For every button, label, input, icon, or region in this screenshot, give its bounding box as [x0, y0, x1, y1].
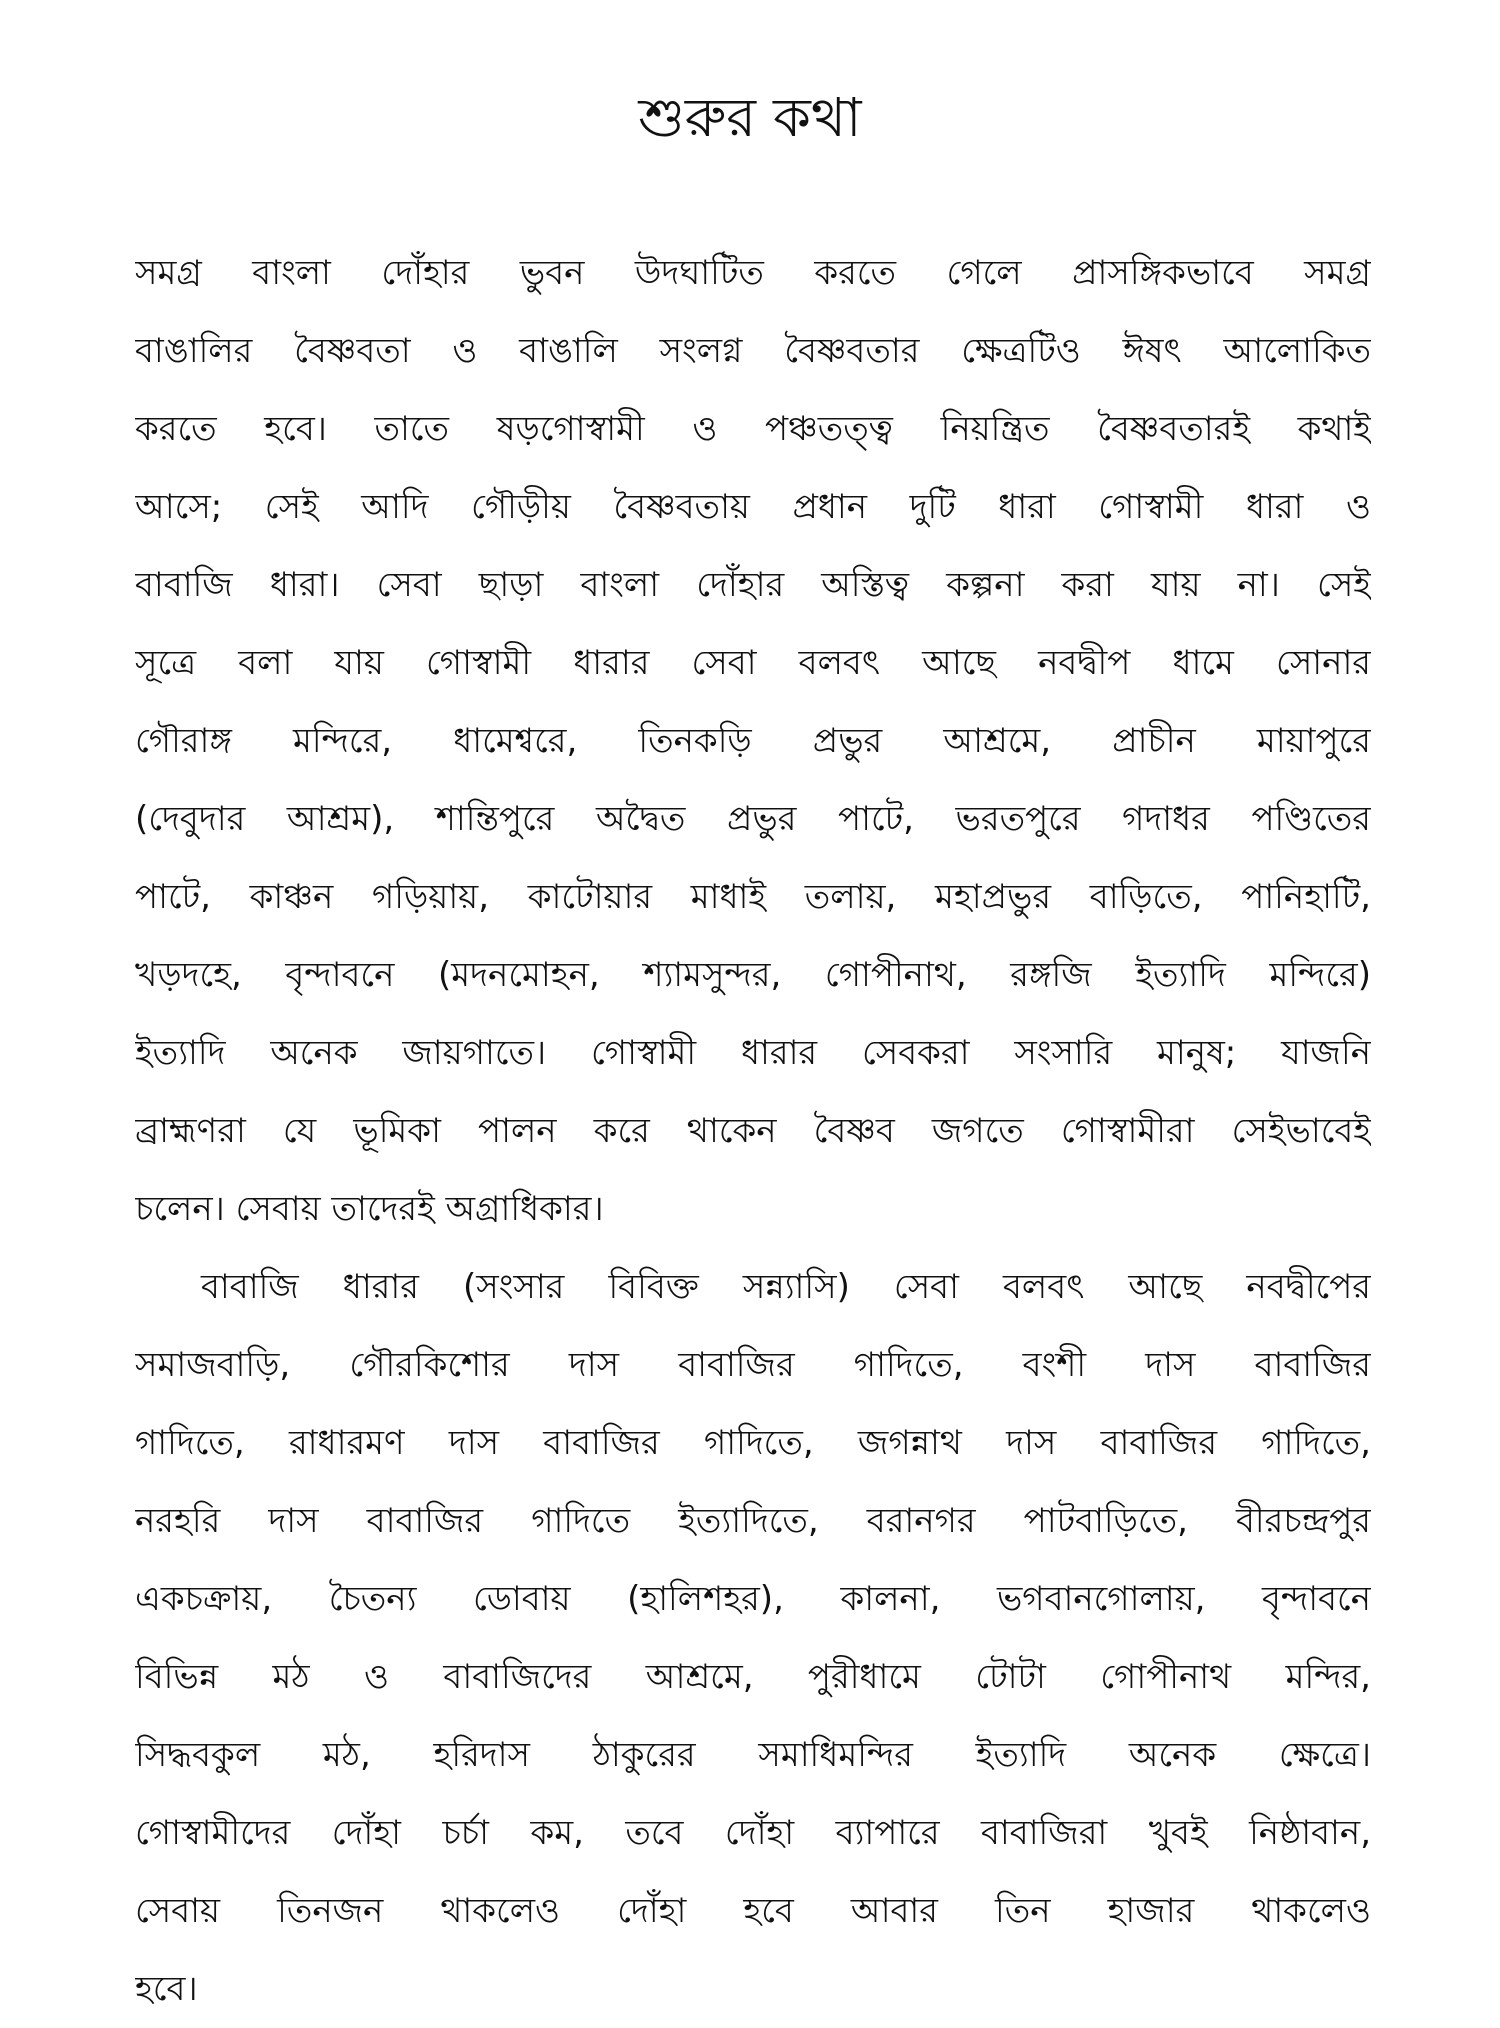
text-line: সূত্রে বলা যায় গোস্বামী ধারার সেবা বলবৎ আছে নবদ্বীপ ধামে সোনার	[135, 643, 1371, 683]
text-line: গোস্বামীদের দোঁহা চর্চা কম, তবে দোঁহা ব্যাপারে বাবাজিরা খুবই নিষ্ঠাবান,	[135, 1813, 1371, 1853]
text-line: সমাজবাড়ি, গৌরকিশোর দাস বাবাজির গাদিতে, বংশী দাস বাবাজির	[135, 1345, 1371, 1385]
page-title: শুরুর কথা	[638, 86, 862, 149]
text-line: সমগ্র বাংলা দোঁহার ভুবন উদঘাটিত করতে গেলে প্রাসঙ্গিকভাবে সমগ্র	[135, 253, 1371, 293]
text-line: পাটে, কাঞ্চন গড়িয়ায়, কাটোয়ার মাধাই তলায়, মহাপ্রভুর বাড়িতে, পানিহাটি,	[135, 877, 1371, 917]
text-line: বাবাজি ধারার (সংসার বিবিক্ত সন্ন্যাসি) সেবা বলবৎ আছে নবদ্বীপের	[201, 1267, 1371, 1307]
text-line: বাঙালির বৈষ্ণবতা ও বাঙালি সংলগ্ন বৈষ্ণবতার ক্ষেত্রটিও ঈষৎ আলোকিত	[135, 331, 1371, 371]
text-line: আসে; সেই আদি গৌড়ীয় বৈষ্ণবতায় প্রধান দুটি ধারা গোস্বামী ধারা ও	[135, 487, 1371, 527]
text-line: (দেবুদার আশ্রম), শান্তিপুরে অদ্বৈত প্রভুর পাটে, ভরতপুরে গদাধর পণ্ডিতের	[135, 799, 1371, 839]
body-text	[135, 234, 1371, 2028]
text-line: বিভিন্ন মঠ ও বাবাজিদের আশ্রমে, পুরীধামে টোটা গোপীনাথ মন্দির,	[135, 1657, 1371, 1697]
text-line: চলেন। সেবায় তাদেরই অগ্রাধিকার।	[135, 1189, 604, 1229]
text-line: নরহরি দাস বাবাজির গাদিতে ইত্যাদিতে, বরানগর পাটবাড়িতে, বীরচন্দ্রপুর	[135, 1501, 1371, 1541]
paragraph-1	[135, 234, 1371, 1248]
text-line: ব্রাহ্মণরা যে ভূমিকা পালন করে থাকেন বৈষ্ণব জগতে গোস্বামীরা সেইভাবেই	[135, 1111, 1371, 1151]
text-line: ইত্যাদি অনেক জায়গাতে। গোস্বামী ধারার সেবকরা সংসারি মানুষ; যাজনি	[135, 1033, 1371, 1073]
text-line: বাবাজি ধারা। সেবা ছাড়া বাংলা দোঁহার অস্তিত্ব কল্পনা করা যায় না। সেই	[135, 565, 1371, 605]
text-line: হবে।	[135, 1969, 198, 2009]
text-line: একচক্রায়, চৈতন্য ডোবায় (হালিশহর), কালনা, ভগবানগোলায়, বৃন্দাবনে	[135, 1579, 1371, 1619]
text-line: সিদ্ধবকুল মঠ, হরিদাস ঠাকুরের সমাধিমন্দির ইত্যাদি অনেক ক্ষেত্রে।	[135, 1735, 1371, 1775]
text-line: করতে হবে। তাতে ষড়গোস্বামী ও পঞ্চতত্ত্ব নিয়ন্ত্রিত বৈষ্ণবতারই কথাই	[135, 409, 1371, 449]
paragraph-2	[135, 1248, 1371, 2028]
text-line: গাদিতে, রাধারমণ দাস বাবাজির গাদিতে, জগন্নাথ দাস বাবাজির গাদিতে,	[135, 1423, 1371, 1463]
text-line: সেবায় তিনজন থাকলেও দোঁহা হবে আবার তিন হাজার থাকলেও	[135, 1891, 1371, 1931]
text-line: গৌরাঙ্গ মন্দিরে, ধামেশ্বরে, তিনকড়ি প্রভুর আশ্রমে, প্রাচীন মায়াপুরে	[135, 721, 1371, 761]
text-line: খড়দহে, বৃন্দাবনে (মদনমোহন, শ্যামসুন্দর, গোপীনাথ, রঙ্গজি ইত্যাদি মন্দিরে)	[135, 955, 1371, 995]
